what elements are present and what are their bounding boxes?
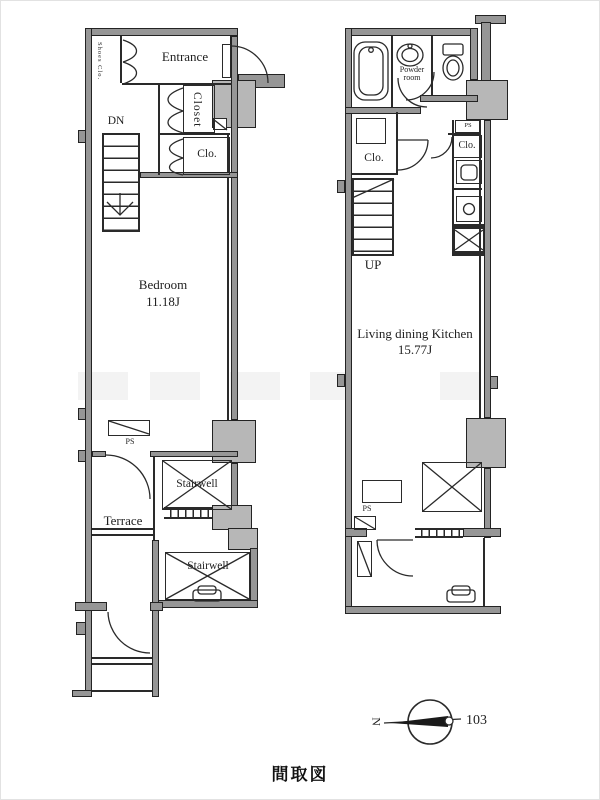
clo-label: Clo. (197, 148, 217, 160)
wall-segment (85, 28, 92, 697)
stairs-up (352, 178, 394, 256)
entrance-door-leaf (222, 44, 231, 78)
sink-icon (397, 44, 423, 66)
wall-line (352, 173, 398, 175)
louver-window (164, 507, 212, 519)
wall-segment (345, 28, 352, 614)
wall-tick (78, 130, 86, 143)
compass-icon (384, 700, 461, 744)
stairs-down (102, 133, 140, 232)
stairwell-upper-label: Stairwell (176, 478, 218, 490)
kitchen-sink (456, 196, 482, 222)
wall-segment (420, 95, 478, 102)
bifold-door-icon (170, 139, 184, 175)
wall-line (120, 36, 122, 83)
ps-living-label: PS (362, 504, 372, 513)
up-label: UP (364, 257, 382, 272)
corridor-door-arc (108, 612, 150, 653)
wall-tick (337, 180, 345, 193)
wall-segment (470, 28, 478, 80)
void-box (422, 462, 482, 512)
ps-kitchen-label: PS (464, 122, 472, 129)
dn-label: DN (107, 115, 125, 127)
watermark-band (440, 372, 480, 400)
washer-space (356, 118, 386, 144)
shaft-block (228, 528, 258, 550)
bedroom-label: Bedroom (138, 277, 188, 292)
step-line (92, 690, 152, 692)
balcony-locker (357, 541, 372, 577)
wall-segment (345, 28, 478, 36)
bifold-door-icon (168, 88, 183, 133)
wall-segment (150, 602, 163, 611)
window-line (92, 528, 153, 530)
ps-duct (354, 516, 376, 530)
ps-label: PS (125, 437, 135, 446)
step-line (92, 657, 152, 659)
unit-number: 103 (466, 713, 487, 728)
wall-segment (158, 600, 258, 608)
wall-segment (85, 28, 238, 36)
wall-line (158, 133, 230, 135)
fridge-bar (455, 251, 483, 255)
bathtub-icon (354, 42, 388, 100)
wall-segment (481, 22, 491, 82)
wall-segment (463, 528, 501, 537)
ldk-area-label: 15.77J (397, 342, 433, 357)
wall-segment (231, 463, 238, 508)
ps-shaft-small (213, 118, 227, 130)
wall-segment (484, 120, 491, 418)
hall-door-arc (398, 140, 428, 170)
wall-segment (92, 451, 106, 457)
ps-duct (108, 420, 150, 436)
north-indicator: N (369, 717, 384, 726)
louver-window (415, 528, 463, 538)
wall-tick (337, 374, 345, 387)
window-line (92, 534, 153, 536)
toilet-icon (443, 44, 463, 80)
wall-segment (72, 690, 92, 697)
stove (456, 160, 482, 184)
counter-divider (454, 188, 482, 190)
watermark-band (150, 372, 200, 400)
balcony-door-arc (377, 540, 413, 576)
terrace-door-arc (106, 455, 150, 499)
shoes-closet-label: Shoes Clo. (96, 41, 103, 81)
clo-kitchen-label: Clo. (458, 140, 476, 151)
wall-line (396, 112, 398, 175)
wall-segment (345, 107, 421, 114)
wall-line (483, 538, 485, 606)
shaft-block (466, 418, 506, 468)
step-line (92, 663, 152, 665)
wall-segment (75, 602, 107, 611)
wall-segment (250, 548, 258, 608)
entrance-label: Entrance (161, 49, 209, 64)
wall-segment (152, 540, 159, 697)
caption-madorizu: 間取図 (271, 765, 329, 784)
wall-line (158, 85, 160, 175)
wall-tick (78, 408, 86, 420)
fridge-bar (455, 225, 483, 229)
wall-segment (150, 451, 238, 457)
terrace-label: Terrace (103, 513, 143, 528)
wall-segment (345, 606, 501, 614)
counter-table (362, 480, 402, 503)
closet-label: Closet (191, 92, 203, 128)
bedroom-area-label: 11.18J (146, 294, 180, 309)
step-line (122, 83, 232, 85)
clo-door-arc (431, 137, 452, 158)
clo-hall-label: Clo. (364, 152, 384, 164)
ldk-label: Living dining Kitchen (357, 326, 473, 341)
stairwell-lower-label: Stairwell (187, 560, 229, 572)
wall-line (431, 36, 433, 95)
wall-tick (78, 450, 86, 462)
wall-tick (76, 622, 86, 635)
bifold-door-icon (123, 40, 137, 84)
wall-segment (231, 36, 238, 420)
powder-room-label: Powder room (399, 65, 425, 83)
wall-tick (490, 376, 498, 389)
step-unit-icon (447, 586, 475, 602)
